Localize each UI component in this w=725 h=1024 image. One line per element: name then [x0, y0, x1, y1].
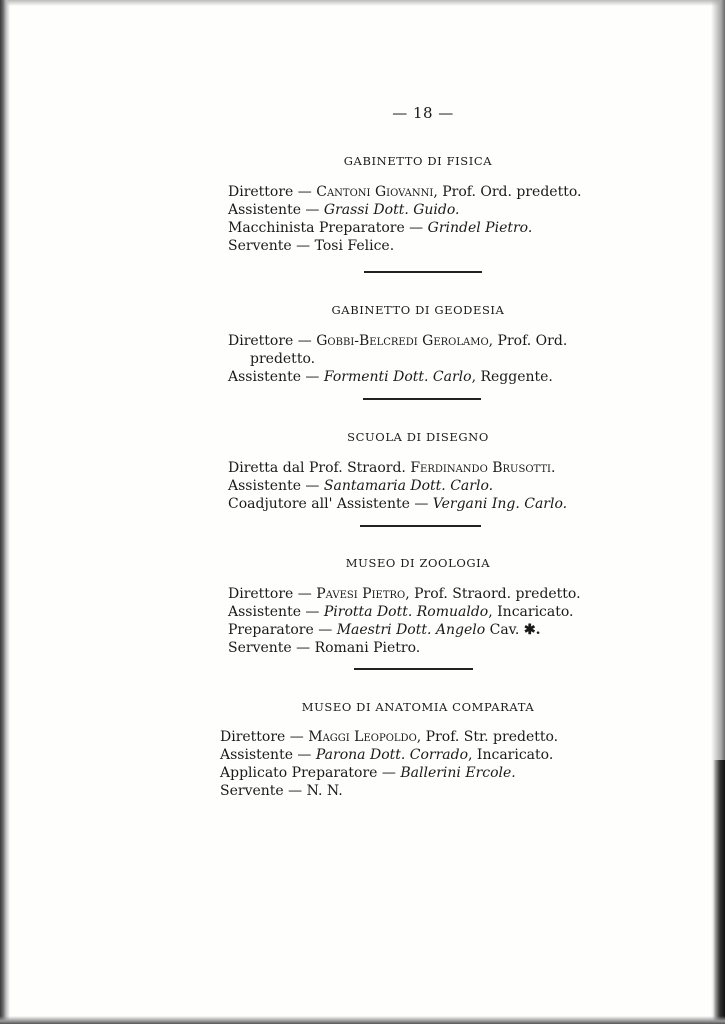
staff-line-applicato-preparatore [220, 764, 608, 782]
section-divider [360, 525, 481, 527]
staff-line-assistente [228, 603, 608, 621]
title-text: , Prof. Straord. predetto. [405, 586, 581, 602]
section-divider [363, 398, 481, 400]
person-name: Pavesi Pietro [316, 586, 406, 602]
person-name: Grassi Dott. Guido. [323, 202, 460, 218]
role-text: Direttore — [220, 729, 309, 745]
staff-line-direttore [220, 728, 608, 746]
role-text: Direttore — [228, 586, 317, 602]
staff-line-direttore [228, 332, 608, 350]
title-text: Cav. [485, 622, 524, 638]
staff-line-assistente [220, 746, 608, 764]
scan-edge-top [0, 0, 725, 6]
role-text: predetto. [250, 351, 316, 367]
role-text: Servente — Romani Pietro. [228, 640, 421, 656]
role-text: Assistente — [228, 604, 324, 620]
role-text: Direttore — [228, 333, 317, 349]
section-heading: GABINETTO DI GEODESIA [331, 303, 505, 317]
scan-edge-right-shadow [713, 760, 725, 1024]
staff-line-servente [220, 782, 608, 800]
title-text: , Prof. Ord. [488, 333, 568, 349]
person-name: Formenti Dott. Carlo [323, 369, 472, 385]
staff-line-assistente [228, 368, 608, 386]
title-text: , Prof. Str. predetto. [416, 729, 559, 745]
staff-line-diretta [228, 459, 608, 477]
role-text: Applicato Preparatore — [220, 765, 401, 781]
person-name: Maggi Leopoldo [308, 729, 417, 745]
staff-line-direttore [228, 183, 608, 201]
scan-edge-left [0, 0, 10, 1024]
staff-line-coadjutore [228, 495, 608, 513]
title-text: , Reggente. [471, 369, 553, 385]
section-heading: MUSEO DI ZOOLOGIA [345, 556, 491, 570]
section-gabinetto-fisica [228, 154, 608, 255]
section-heading: SCUOLA DI DISEGNO [347, 430, 489, 444]
scan-edge-bottom [0, 1016, 725, 1024]
page-number: — 18 — [392, 104, 454, 122]
staff-line-servente [228, 237, 608, 255]
role-text: Assistente — [220, 747, 316, 763]
role-text: Servente — Tosi Felice. [228, 238, 395, 254]
person-name: Ballerini Ercole. [400, 765, 516, 781]
section-heading: GABINETTO DI FISICA [343, 154, 493, 168]
role-text: Coadjutore all' Assistente — [228, 496, 433, 512]
section-divider [364, 271, 482, 273]
person-name: Ferdinando Brusotti [410, 460, 551, 476]
person-name: Pirotta Dott. Romualdo [323, 604, 489, 620]
honor-mark: ✱. [523, 622, 541, 638]
role-text: Assistente — [228, 369, 324, 385]
role-text: Servente — N. N. [220, 783, 343, 799]
role-text: Direttore — [228, 184, 317, 200]
person-name: Santamaria Dott. Carlo. [323, 478, 494, 494]
role-text: Preparatore — [228, 622, 337, 638]
section-gabinetto-geodesia [228, 303, 608, 386]
role-text: Assistente — [228, 202, 324, 218]
person-name: Cantoni Giovanni [316, 184, 434, 200]
title-text: , Incaricato. [468, 747, 554, 763]
title-text: , Prof. Ord. predetto. [433, 184, 582, 200]
person-name: Gobbi-Belcredi Gerolamo [316, 333, 489, 349]
staff-line-assistente [228, 201, 608, 219]
staff-line-preparatore [228, 621, 608, 639]
title-text: , Incaricato. [488, 604, 574, 620]
section-museo-zoologia [228, 556, 608, 657]
person-name: Vergani Ing. Carlo. [432, 496, 568, 512]
person-name: Parona Dott. Corrado [315, 747, 469, 763]
staff-line-macchinista [228, 219, 608, 237]
section-heading: MUSEO DI ANATOMIA COMPARATA [301, 700, 535, 714]
staff-line-direttore [228, 585, 608, 603]
role-text: Diretta dal Prof. Straord. [228, 460, 411, 476]
role-text: Macchinista Preparatore — [228, 220, 428, 236]
title-text: . [551, 460, 556, 476]
role-text: Assistente — [228, 478, 324, 494]
section-scuola-disegno [228, 430, 608, 513]
staff-line-servente [228, 639, 608, 657]
person-name: Maestri Dott. Angelo [336, 622, 486, 638]
section-divider [354, 668, 473, 670]
staff-line-assistente [228, 477, 608, 495]
staff-line-continuation [228, 350, 608, 368]
person-name: Grindel Pietro. [427, 220, 533, 236]
section-museo-anatomia-comparata [220, 700, 608, 800]
